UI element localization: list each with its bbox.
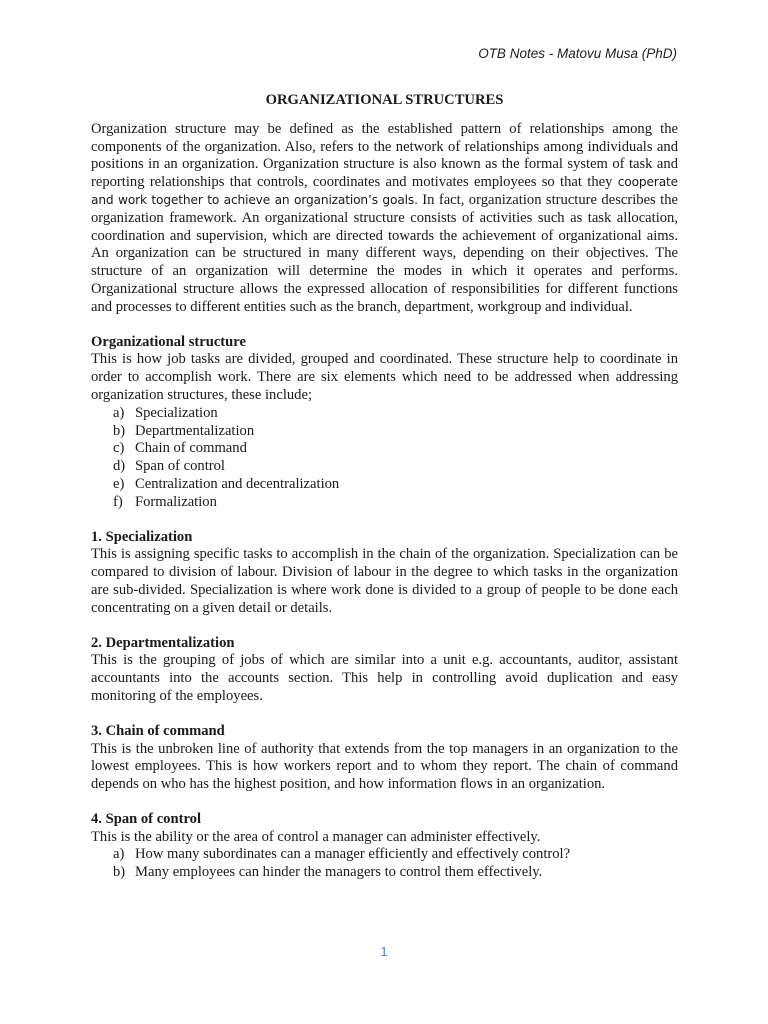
- running-header: OTB Notes - Matovu Musa (PhD): [478, 46, 677, 61]
- intro-text-mono: cooperate and work together to achieve an organization’s goals.: [91, 175, 678, 207]
- section-heading: 3. Chain of command: [91, 722, 225, 739]
- section-organizational-structure: [91, 334, 678, 512]
- section-body: This is the grouping of jobs of which are similar into a unit e.g. accountants, auditor, assistant accountants into the accounts section. This help in controlling avoid duplication and easy monitoring of the employees.: [91, 652, 678, 704]
- list-marker: e): [113, 475, 125, 492]
- list-item-text: Specialization: [135, 404, 218, 421]
- list-marker: a): [113, 404, 125, 421]
- document-body: [91, 92, 678, 882]
- list-item: [113, 423, 678, 441]
- span-questions-list: [91, 846, 678, 882]
- list-marker: a): [113, 846, 125, 863]
- page-title: ORGANIZATIONAL STRUCTURES: [265, 92, 504, 108]
- section-specialization: [91, 529, 678, 618]
- list-item: [113, 864, 678, 882]
- list-item: [113, 440, 678, 458]
- section-heading: 4. Span of control: [91, 810, 202, 827]
- list-item-text: Centralization and decentralization: [135, 475, 340, 492]
- list-item-text: Many employees can hinder the managers to control them effectively.: [135, 864, 543, 881]
- list-item-text: Span of control: [135, 458, 225, 475]
- section-span-of-control: [91, 811, 678, 882]
- list-marker: b): [113, 422, 126, 439]
- section-heading: 1. Specialization: [91, 528, 193, 545]
- section-body: This is the ability or the area of control a manager can administer effectively.: [91, 828, 541, 845]
- list-item-text: How many subordinates can a manager efficiently and effectively control?: [135, 846, 571, 863]
- list-item: [113, 476, 678, 494]
- intro-text-part2: In fact, organization structure describes the organization framework. An organizational structure consists of activities such as task allocation, coordination and supervision, which are directed towards the achievement of organizational aims. An organization can be structured in many different ways, depending on their objectives. The structure of an organization will determine the modes in which it operates and performs. Organizational structure allows the expressed allocation of responsibilities for different functions and processes to different entities such as the branch, department, workgroup and individual.: [91, 191, 678, 315]
- list-item-text: Formalization: [135, 493, 217, 510]
- section-chain-of-command: [91, 723, 678, 794]
- list-item: [113, 846, 678, 864]
- list-marker: d): [113, 458, 126, 475]
- section-heading: 2. Departmentalization: [91, 634, 235, 651]
- list-marker: c): [113, 440, 125, 457]
- list-item: [113, 405, 678, 423]
- list-item-text: Chain of command: [135, 440, 247, 457]
- section-body: This is how job tasks are divided, grouped and coordinated. These structure help to coordinate in order to accomplish work. There are six elements which need to be addressed when addressing organization structures, these include;: [91, 351, 678, 403]
- section-body: This is the unbroken line of authority that extends from the top managers in an organization to the lowest employees. This is how workers report and to whom they report. The chain of command depends on who has the highest position, and how information flows in an organization.: [91, 740, 678, 793]
- section-departmentalization: [91, 635, 678, 706]
- list-item: [113, 494, 678, 512]
- list-item-text: Departmentalization: [135, 422, 255, 439]
- list-marker: f): [113, 493, 123, 510]
- section-heading: Organizational structure: [91, 333, 246, 350]
- section-body: This is assigning specific tasks to accomplish in the chain of the organization. Specialization can be compared to division of labour. Division of labour in the degree to which tasks in the organization are sub-divided. Specialization is where work done is divided to a group of people to be done each concentrating on a given detail or details.: [91, 546, 678, 616]
- list-marker: b): [113, 864, 126, 881]
- page-number: 1: [380, 944, 388, 959]
- list-item: [113, 458, 678, 476]
- elements-list: [91, 405, 678, 512]
- intro-paragraph: [91, 121, 678, 317]
- intro-text-part1: Organization structure may be defined as the established pattern of relationships among the components of the organization. Also, refers to the network of relationships among individuals and positions in an organization. Organization structure is also known as the formal system of task and reporting relationships that controls, coordinates and motivates employees so that they: [91, 120, 678, 191]
